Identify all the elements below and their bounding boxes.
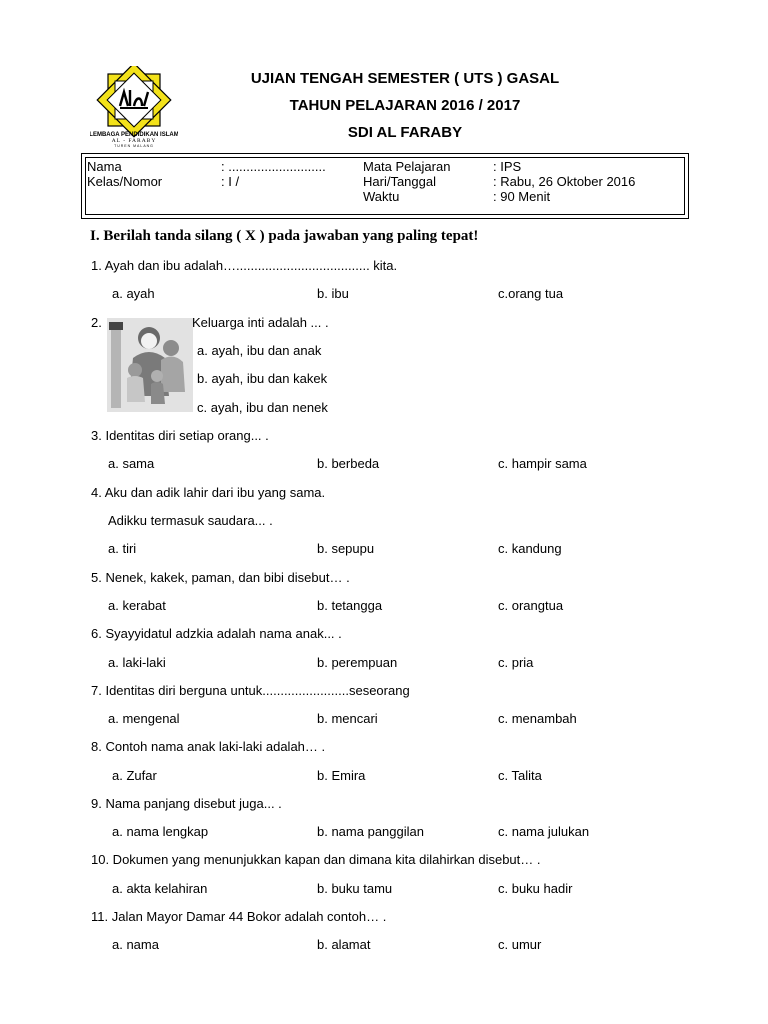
q11-option-a: a. nama [112,937,159,952]
q10-option-a: a. akta kelahiran [112,881,208,896]
q1-option-b: b. ibu [317,286,349,301]
q4-option-a: a. tiri [108,541,137,556]
section-instruction: I. Berilah tanda silang ( X ) pada jawaban yang paling tepat! [90,228,479,244]
q8-option-b: b. Emira [317,768,366,783]
question-6: 6. Syayyidatul adzkia adalah nama anak... . [91,626,342,641]
q6-option-b: b. perempuan [317,655,398,670]
nama-value: : ........................... [221,159,326,174]
question-8: 8. Contoh nama anak laki-laki adalah… . [91,739,326,754]
hari-value: : Rabu, 26 Oktober 2016 [493,174,636,189]
logo-text-1: LEMBAGA PENDIDIKAN ISLAM [90,132,178,138]
mapel-value: : IPS [493,159,522,174]
family-illustration [107,318,193,412]
q2-option-c: c. ayah, ibu dan nenek [197,400,328,415]
question-1: 1. Ayah dan ibu adalah…..................................... kita. [91,258,398,273]
q10-option-c: c. buku hadir [498,881,573,896]
q9-option-a: a. nama lengkap [112,824,209,839]
question-11: 11. Jalan Mayor Damar 44 Bokor adalah contoh… . [91,909,387,924]
title-line-2: TAHUN PELAJARAN 2016 / 2017 [289,97,521,114]
q2-option-b: b. ayah, ibu dan kakek [197,371,328,386]
hari-label: Hari/Tanggal [363,174,436,189]
q11-option-b: b. alamat [317,937,371,952]
q7-option-c: c. menambah [498,711,577,726]
question-4-line-2: Adikku termasuk saudara... . [108,513,273,528]
question-2: Keluarga inti adalah ... . [192,315,329,330]
q4-option-b: b. sepupu [317,541,375,556]
q5-option-b: b. tetangga [317,598,383,613]
logo-text-3: TUREN MALANG [114,144,154,148]
q9-option-c: c. nama julukan [498,824,590,839]
q6-option-a: a. laki-laki [108,655,166,670]
question-7: 7. Identitas diri berguna untuk........................seseorang [91,683,410,698]
question-5: 5. Nenek, kakek, paman, dan bibi disebut… . [91,570,350,585]
q6-option-c: c. pria [498,655,534,670]
waktu-value: : 90 Menit [493,189,551,204]
logo-text-2: AL - FARABY [111,138,157,144]
q7-option-b: b. mencari [317,711,378,726]
kelas-value: : I / [221,174,240,189]
mapel-label: Mata Pelajaran [363,159,451,174]
question-2-number: 2. [91,315,102,330]
title-line-3: SDI AL FARABY [347,124,463,141]
q2-option-a: a. ayah, ibu dan anak [197,343,322,358]
q5-option-c: c. orangtua [498,598,564,613]
kelas-label: Kelas/Nomor [87,174,163,189]
q8-option-c: c. Talita [498,768,542,783]
q7-option-a: a. mengenal [108,711,180,726]
q8-option-a: a. Zufar [112,768,157,783]
q3-option-c: c. hampir sama [498,456,587,471]
q1-option-c: c.orang tua [498,286,564,301]
q5-option-a: a. kerabat [108,598,166,613]
q11-option-c: c. umur [498,937,542,952]
title-line-1: UJIAN TENGAH SEMESTER ( UTS ) GASAL [250,70,560,87]
q10-option-b: b. buku tamu [317,881,393,896]
q9-option-b: b. nama panggilan [317,824,424,839]
nama-label: Nama [87,159,122,174]
question-10: 10. Dokumen yang menunjukkan kapan dan dimana kita dilahirkan disebut… . [91,852,541,867]
question-3: 3. Identitas diri setiap orang... . [91,428,269,443]
q4-option-c: c. kandung [498,541,562,556]
question-9: 9. Nama panjang disebut juga... . [91,796,282,811]
waktu-label: Waktu [363,189,400,204]
q3-option-b: b. berbeda [317,456,380,471]
question-4: 4. Aku dan adik lahir dari ibu yang sama. [91,485,326,500]
q3-option-a: a. sama [108,456,155,471]
q1-option-a: a. ayah [112,286,155,301]
